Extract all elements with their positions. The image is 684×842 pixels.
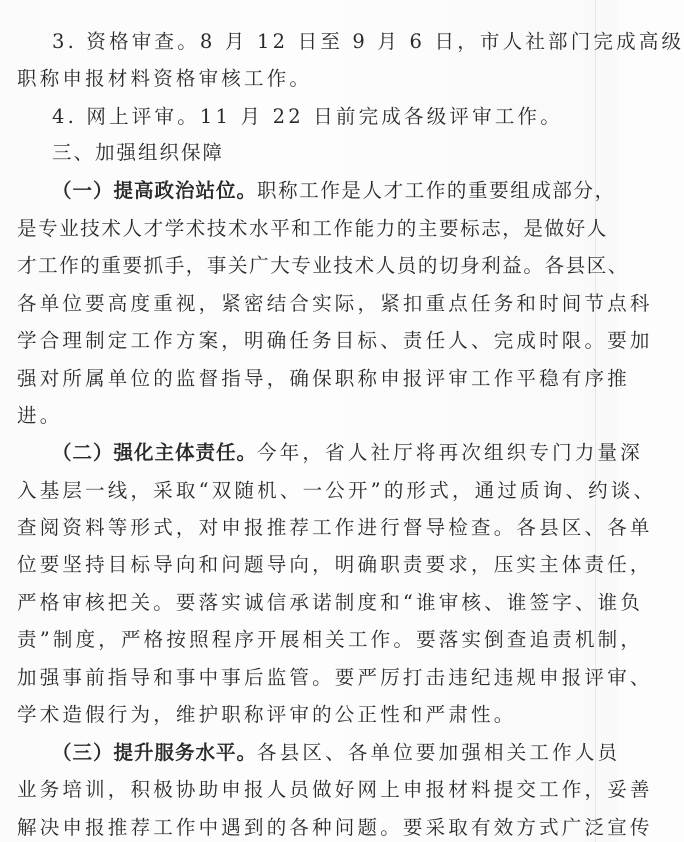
text-line: 各单位要高度重视，紧密结合实际，紧扣重点任务和时间节点科 xyxy=(17,292,653,315)
text-line: 入基层一线，采取“双随机、一公开”的形式，通过质询、约谈、 xyxy=(17,479,657,502)
section-heading: 三、加强组织保障 xyxy=(52,141,225,164)
text-span: 今年，省人社厅将再次组织专门力量深 xyxy=(257,441,643,464)
text-line: 加强事前指导和事中事后监管。要严厉打击违纪违规申报评审、 xyxy=(17,666,653,689)
paragraph-first-line xyxy=(0,740,670,766)
text-line: 位要坚持目标导向和问题导向，明确职责要求，压实主体责任， xyxy=(17,553,653,576)
text-line: 进。 xyxy=(17,404,63,427)
text-span: 职称工作是人才工作的重要组成部分， xyxy=(257,179,616,202)
text-line: 3. 资格审查。8 月 12 日至 9 月 6 日，市人社部门完成高级 xyxy=(52,30,684,53)
text-line: 才工作的重要抓手，事关广大专业技术人员的切身利益。各县区、 xyxy=(17,254,629,277)
text-line: 解决申报推荐工作中遇到的各种问题。要采取有效方式广泛宣传 xyxy=(17,816,653,839)
paragraph-first-line xyxy=(0,440,670,466)
text-line: 责”制度，严格按照程序开展相关工作。要落实倒查追责机制， xyxy=(17,628,644,651)
subsection-title: （二）强化主体责任。 xyxy=(52,441,258,464)
subsection-title: （一）提高政治站位。 xyxy=(52,179,258,202)
text-line: 是专业技术人才学术技术水平和工作能力的主要标志，是做好人 xyxy=(17,217,608,240)
text-line: 查阅资料等形式，对申报推荐工作进行督导检查。各县区、各单 xyxy=(17,516,653,539)
text-line: 学合理制定工作方案，明确任务目标、责任人、完成时限。要加 xyxy=(17,329,653,352)
text-line: 4. 网上评审。11 月 22 日前完成各级评审工作。 xyxy=(52,105,563,128)
text-line: 强对所属单位的监督指导，确保职称申报评审工作平稳有序推 xyxy=(17,367,630,390)
subsection-title: （三）提升服务水平。 xyxy=(52,741,258,764)
text-line: 业务培训，积极协助申报人员做好网上申报材料提交工作，妥善 xyxy=(17,778,653,801)
text-span: 各县区、各单位要加强相关工作人员 xyxy=(257,741,621,764)
paragraph-first-line xyxy=(0,178,670,204)
text-line: 严格审核把关。要落实诚信承诺制度和“谁审核、谁签字、谁负 xyxy=(17,591,644,614)
text-line: 职称申报材料资格审核工作。 xyxy=(17,67,313,90)
text-line: 学术造假行为，维护职称评审的公正性和严肃性。 xyxy=(17,703,517,726)
